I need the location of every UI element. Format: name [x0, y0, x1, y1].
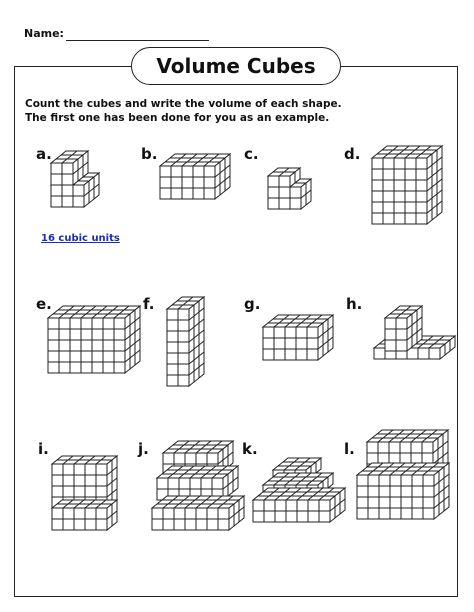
problem-label-k: k.	[242, 440, 258, 458]
problem-label-j: j.	[138, 440, 149, 458]
figure-k-bottom	[253, 488, 345, 522]
block-front-face	[160, 166, 215, 199]
name-label: Name:	[24, 27, 64, 40]
instruction-line-1: Count the cubes and write the volume of each shape.	[25, 98, 342, 110]
problem-label-e: e.	[36, 295, 52, 313]
figure-f	[167, 297, 204, 386]
problem-label-g: g.	[244, 295, 261, 313]
problem-label-d: d.	[344, 145, 361, 163]
problem-label-c: c.	[244, 145, 259, 163]
figure-j-bottom	[152, 496, 244, 530]
figure-b	[160, 154, 230, 199]
problem-label-i: i.	[38, 440, 49, 458]
problem-label-b: b.	[141, 145, 158, 163]
figure-l-lower	[357, 463, 449, 519]
figure-i-lower	[52, 500, 117, 530]
worksheet-title: Volume Cubes	[131, 47, 341, 85]
problem-label-h: h.	[346, 295, 363, 313]
instruction-line-2: The first one has been done for you as an example.	[25, 112, 330, 124]
block-front-face	[48, 318, 125, 373]
example-answer: 16 cubic units	[41, 233, 120, 244]
problem-label-l: l.	[344, 440, 355, 458]
figure-g	[263, 315, 333, 360]
block-front-face	[263, 327, 318, 360]
problem-label-f: f.	[143, 295, 155, 313]
figure-j-middle	[157, 466, 238, 500]
problem-label-a: a.	[36, 145, 52, 163]
figure-d	[372, 146, 442, 224]
block-side-face	[125, 306, 140, 373]
figure-e	[48, 306, 140, 373]
